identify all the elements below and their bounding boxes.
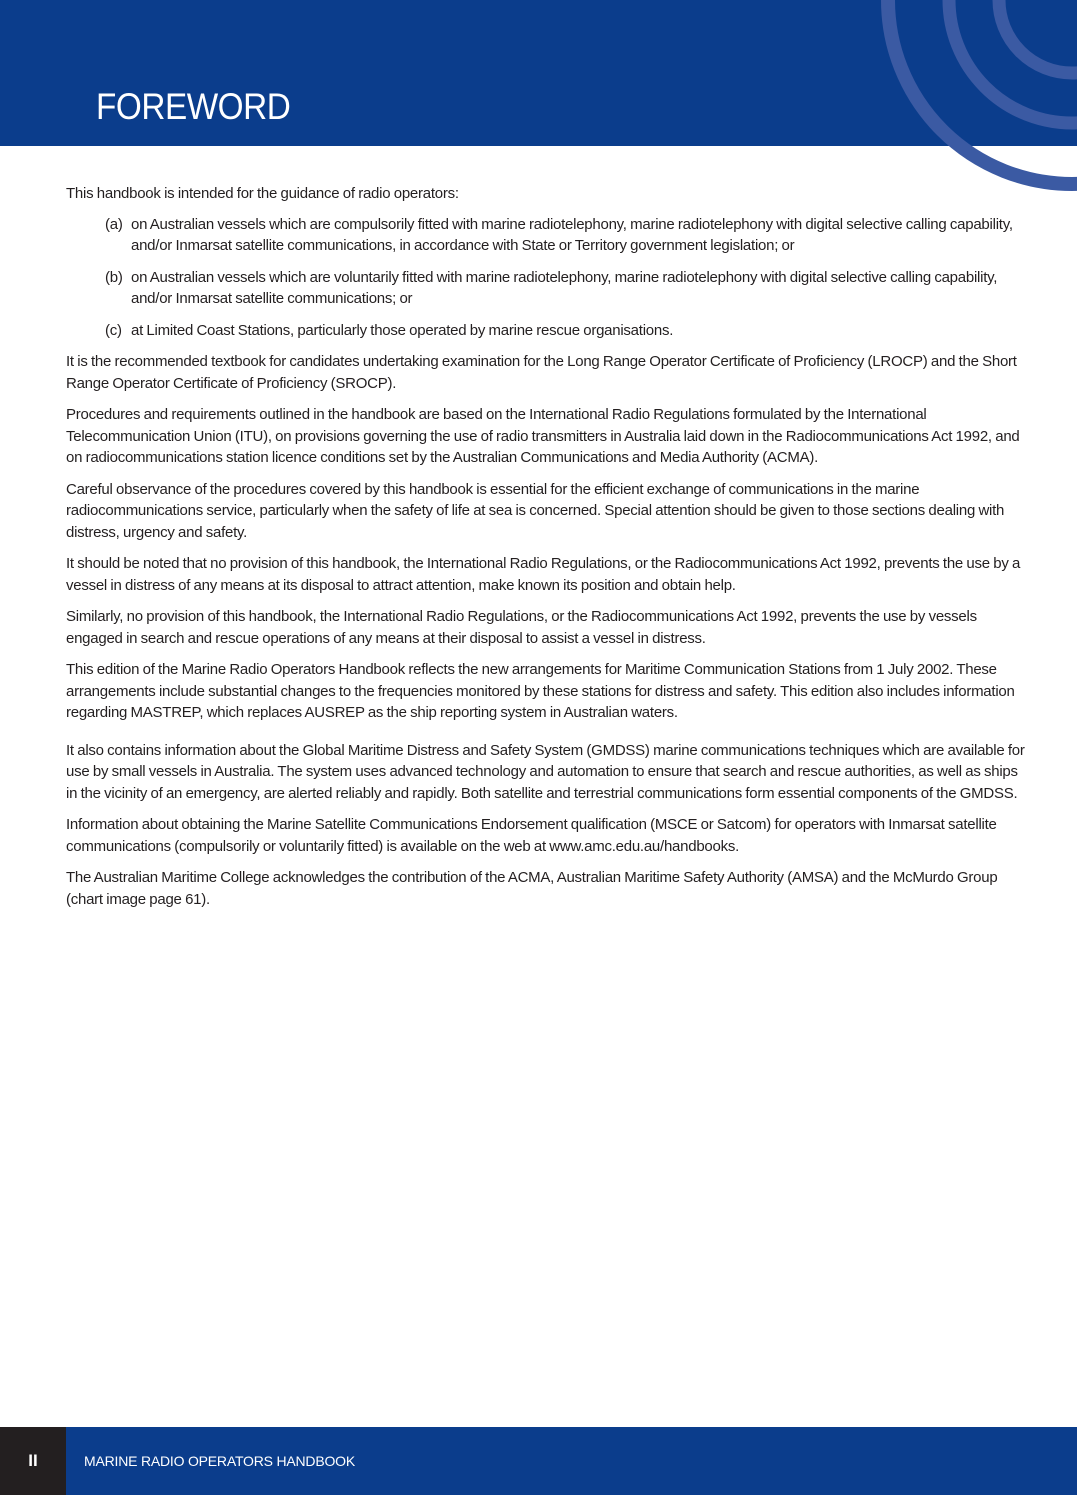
clause-text: on Australian vessels which are voluntarily fitted with marine radiotelephony, marine radiotelephony with digital selective calling capability, and/or Inmarsat satellite communications; or bbox=[131, 268, 998, 307]
body-paragraph: This edition of the Marine Radio Operators Handbook reflects the new arrangements for Maritime Communication Stations from 1 July 2002. These arrangements include substantial changes to the frequencies monitored by these stations for distress and safety. This edition also includes information regarding MASTREP, which replaces AUSREP as the ship reporting system in Australian waters. bbox=[66, 661, 1015, 721]
clause-marker: (b) bbox=[105, 268, 123, 286]
body-paragraph: Similarly, no provision of this handbook, the International Radio Regulations, or the Radiocommunications Act 1992, prevents the use by vessels engaged in search and rescue operations of any means at their disposal to assist a vessel in distress. bbox=[66, 608, 977, 647]
page-number: II bbox=[0, 1427, 66, 1495]
intro-paragraph: This handbook is intended for the guidance of radio operators: bbox=[66, 185, 459, 202]
clause-list bbox=[66, 214, 1026, 342]
body-paragraph: It also contains information about the Global Maritime Distress and Safety System (GMDSS) marine communications techniques which are available for use by small vessels in Australia. The system uses advanced technology and automation to ensure that search and rescue authorities, as well as ships in the vicinity of an emergency, are alerted reliably and rapidly. Both satellite and terrestrial communications form essential components of the GMDSS. bbox=[66, 741, 1025, 802]
body-paragraph: Procedures and requirements outlined in the handbook are based on the International Radio Regulations formulated by the International Telecommunication Union (ITU), on provisions governing the use of radio transmitters in Australia laid down in the Radiocommunications Act 1992, and on radiocommunications station licence conditions set by the Australian Communications and Media Authority (ACMA). bbox=[66, 406, 1020, 466]
foreword-body bbox=[66, 183, 1026, 920]
footer-running-title: MARINE RADIO OPERATORS HANDBOOK bbox=[84, 1453, 355, 1469]
clause-marker: (c) bbox=[105, 321, 122, 339]
page-title: FOREWORD bbox=[96, 86, 291, 127]
clause-marker: (a) bbox=[105, 215, 123, 233]
body-paragraph: The Australian Maritime College acknowledges the contribution of the ACMA, Australian Maritime Safety Authority (AMSA) and the McMurdo Group (chart image page 61). bbox=[66, 869, 998, 908]
clause-item bbox=[105, 320, 1026, 342]
body-paragraph: Information about obtaining the Marine Satellite Communications Endorsement qualification (MSCE or Satcom) for operators with Inmarsat satellite communications (compulsorily or voluntarily fitted) is available on the web at www.amc.edu.au/handbooks. bbox=[66, 816, 997, 855]
clause-text: on Australian vessels which are compulsorily fitted with marine radiotelephony, marine radiotelephony with digital selective calling capability, and/or Inmarsat satellite communications, in accordance with State or Territory government legislation; or bbox=[131, 215, 1013, 254]
clause-item bbox=[105, 214, 1026, 257]
clause-text: at Limited Coast Stations, particularly those operated by marine rescue organisations. bbox=[131, 321, 674, 339]
body-paragraph: It is the recommended textbook for candidates undertaking examination for the Long Range Operator Certificate of Proficiency (LROCP) and the Short Range Operator Certificate of Proficiency (SROCP). bbox=[66, 353, 1017, 392]
body-paragraph: It should be noted that no provision of this handbook, the International Radio Regulations, or the Radiocommunications Act 1992, prevents the use by a vessel in distress of any means at its disposal to attract attention, make known its position and obtain help. bbox=[66, 555, 1021, 594]
clause-item bbox=[105, 267, 1026, 310]
body-paragraph: Careful observance of the procedures covered by this handbook is essential for the efficient exchange of communications in the marine radiocommunications service, particularly when the safety of life at sea is concerned. Special attention should be given to those sections dealing with distress, urgency and safety. bbox=[66, 480, 1005, 541]
